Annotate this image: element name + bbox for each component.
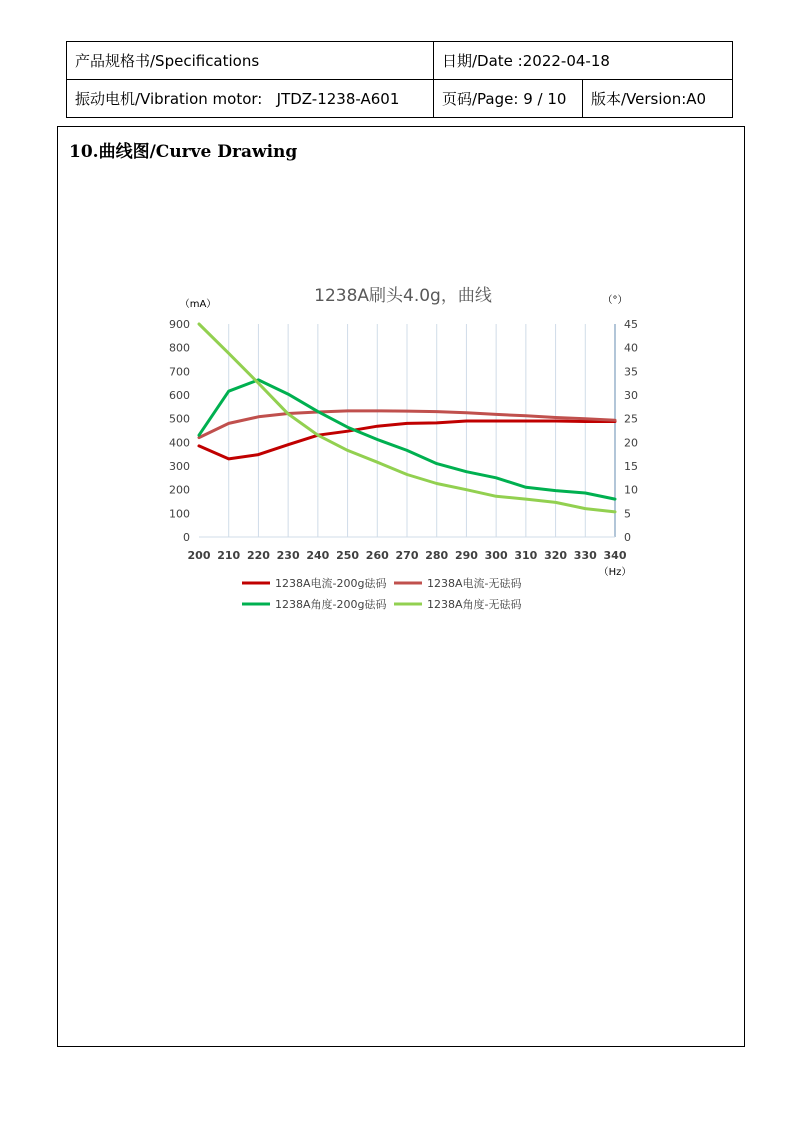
y-right-tick-label: 35 bbox=[624, 365, 638, 379]
version-cell bbox=[583, 80, 733, 118]
y-right-tick-label: 5 bbox=[624, 507, 631, 521]
legend-label-2: 1238A电流-无砝码 bbox=[427, 577, 522, 590]
motor-model: JTDZ-1238-A601 bbox=[276, 90, 400, 108]
motor-cell bbox=[67, 80, 434, 118]
legend-layer bbox=[242, 576, 522, 611]
legend-label-3: 1238A角度-200g砝码 bbox=[275, 598, 387, 611]
motor-label: 振动电机/Vibration motor: bbox=[75, 90, 263, 108]
x-tick-label: 230 bbox=[276, 549, 300, 562]
x-tick-label: 330 bbox=[573, 549, 597, 562]
header-table bbox=[66, 41, 733, 118]
legend-label-4: 1238A角度-无砝码 bbox=[427, 598, 522, 611]
y-right-tick-label: 45 bbox=[624, 318, 638, 331]
page-cell bbox=[434, 80, 583, 118]
x-tick-label: 260 bbox=[365, 549, 389, 562]
y-left-tick-label: 300 bbox=[169, 460, 190, 473]
x-tick-label: 300 bbox=[484, 549, 508, 562]
x-tick-label: 220 bbox=[246, 549, 270, 562]
x-unit: （Hz） bbox=[598, 567, 632, 578]
date-label: 日期/Date :2022-04-18 bbox=[442, 52, 610, 70]
x-tick-label: 310 bbox=[514, 549, 538, 562]
date-cell bbox=[434, 42, 733, 80]
y-left-tick-label: 100 bbox=[169, 507, 190, 521]
y-left-tick-label: 900 bbox=[169, 318, 190, 331]
y-right-tick-label: 20 bbox=[624, 436, 638, 450]
y-left-tick-label: 700 bbox=[169, 365, 190, 379]
x-tick-label: 240 bbox=[306, 549, 330, 562]
x-tick-label: 200 bbox=[187, 549, 211, 562]
y-left-tick-label: 400 bbox=[169, 436, 190, 450]
curve-chart bbox=[150, 270, 650, 620]
axis-layer bbox=[169, 318, 638, 562]
x-tick-label: 290 bbox=[454, 549, 478, 562]
y-right-unit: （°） bbox=[602, 295, 628, 306]
version-label: 版本/Version:A0 bbox=[591, 90, 707, 108]
x-tick-label: 320 bbox=[544, 549, 568, 562]
y-right-tick-label: 40 bbox=[624, 341, 638, 355]
y-right-tick-label: 25 bbox=[624, 412, 638, 426]
section-title: 10.曲线图/Curve Drawing bbox=[69, 142, 298, 162]
y-left-tick-label: 600 bbox=[169, 389, 190, 402]
x-tick-label: 340 bbox=[603, 549, 627, 562]
y-left-tick-label: 800 bbox=[169, 341, 190, 355]
y-left-tick-label: 0 bbox=[183, 531, 190, 544]
x-tick-label: 270 bbox=[395, 549, 419, 562]
spec-cell bbox=[67, 42, 434, 80]
y-right-tick-label: 30 bbox=[624, 389, 638, 402]
y-left-unit: （mA） bbox=[179, 299, 217, 310]
x-tick-label: 250 bbox=[336, 549, 360, 562]
spec-label: 产品规格书/Specifications bbox=[75, 52, 260, 70]
legend-label-1: 1238A电流-200g砝码 bbox=[275, 577, 387, 590]
y-right-tick-label: 0 bbox=[624, 531, 631, 544]
y-left-tick-label: 500 bbox=[169, 412, 190, 426]
y-left-tick-label: 200 bbox=[169, 483, 190, 497]
page-label: 页码/Page: 9 / 10 bbox=[442, 90, 567, 108]
y-right-tick-label: 10 bbox=[624, 483, 638, 497]
x-tick-label: 210 bbox=[217, 549, 241, 562]
chart-title: 1238A刷头4.0g，曲线 bbox=[314, 286, 492, 306]
y-right-tick-label: 15 bbox=[624, 460, 638, 473]
grid-layer bbox=[229, 324, 615, 537]
x-tick-label: 280 bbox=[425, 549, 449, 562]
